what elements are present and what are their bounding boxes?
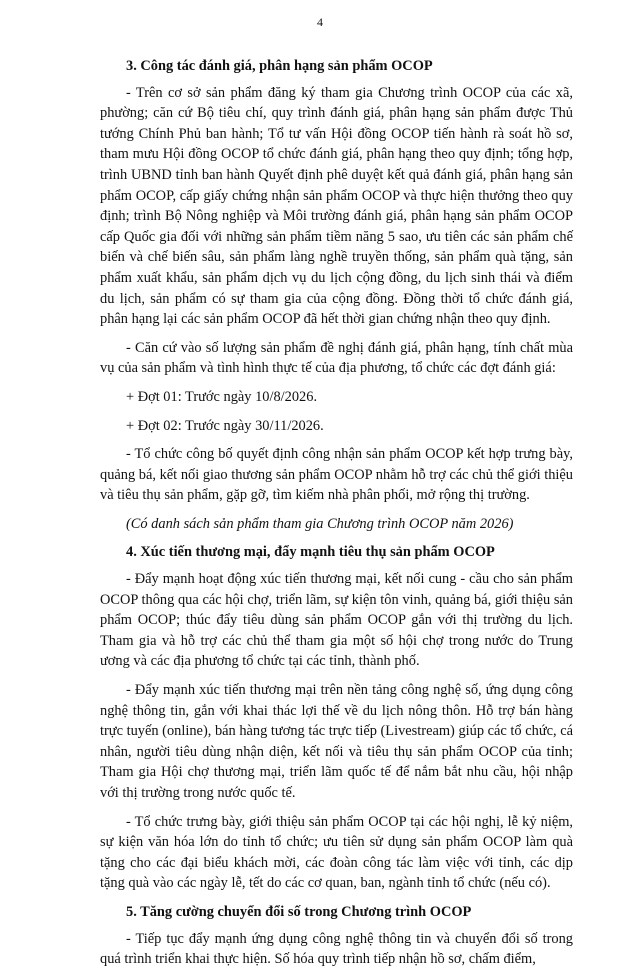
paragraph: - Đẩy mạnh hoạt động xúc tiến thương mại, kết nối cung - cầu cho sản phẩm OCOP thông qua các hội chợ, triển lãm, sự kiện tôn vinh, quảng bá, giới thiệu sản phẩm OCOP; thúc đẩy tiêu dùng sản phẩm OCOP gắn với thị trường du lịch. Tham gia và hỗ trợ các chủ thể tham gia một số hội chợ trong nước do Trung ương và các địa phương tổ chức tại các tỉnh, thành phố. <box>100 571 573 670</box>
italic-note: (Có danh sách sản phẩm tham gia Chương trình OCOP năm 2026) <box>126 515 514 532</box>
paragraph: - Căn cứ vào số lượng sản phẩm đề nghị đánh giá, phân hạng, tính chất mùa vụ của sản phẩm và tình hình thực tế của địa phương, tổ chức các đợt đánh giá: <box>100 339 573 377</box>
schedule-item: + Đợt 02: Trước ngày 30/11/2026. <box>126 417 324 434</box>
section-heading: 4. Xúc tiến thương mại, đẩy mạnh tiêu thụ sản phẩm OCOP <box>126 544 495 561</box>
paragraph: - Tổ chức trưng bày, giới thiệu sản phẩm OCOP tại các hội nghị, lễ kỷ niệm, sự kiện văn hóa lớn do tỉnh tổ chức; ưu tiên sử dụng sản phẩm OCOP làm quà tặng cho các đại biểu khách mời, các đoàn công tác làm việc với tỉnh, các dịp tặng quà vào các ngày lễ, tết do các cơ quan, ban, ngành tỉnh tổ chức (nếu có). <box>100 813 573 892</box>
paragraph: - Đẩy mạnh xúc tiến thương mại trên nền tảng công nghệ số, ứng dụng công nghệ thông tin, gắn với khai thác lợi thế về du lịch nông thôn. Hỗ trợ bán hàng trực tuyến (online), bán hàng tương tác trực tiếp (Livestream) giúp các tổ chức, cá nhân, người tiêu dùng nhận diện, kết nối và tiêu thụ sản phẩm OCOP của tỉnh; Tham gia Hội chợ thương mại, triển lãm quốc tế để nắm bắt nhu cầu, hội nhập với thị trường trong nước quốc tế. <box>100 682 573 801</box>
page-number: 4 <box>317 15 323 29</box>
paragraph: - Trên cơ sở sản phẩm đăng ký tham gia Chương trình OCOP của các xã, phường; căn cứ Bộ tiêu chí, quy trình đánh giá, phân hạng sản phẩm được Thủ tướng Chính Phủ ban hành; Tổ tư vấn Hội đồng OCOP tiến hành rà soát hồ sơ, tham mưu Hội đồng OCOP tổ chức đánh giá, phân hạng theo quy định; tổng hợp, trình UBND tỉnh ban hành Quyết định phê duyệt kết quả đánh giá, phân hạng sản phẩm OCOP, cấp giấy chứng nhận sản phẩm OCOP và thực hiện thưởng theo quy định; trình Bộ Nông nghiệp và Môi trường đánh giá, phân hạng sản phẩm OCOP cấp Quốc gia đối với những sản phẩm tiềm năng 5 sao, ưu tiên các sản phẩm chế biến và chế biến sâu, sản phẩm làng nghề truyền thống, sản phẩm quà tặng, sản phẩm xuất khẩu, sản phẩm dịch vụ du lịch cộng đồng, du lịch sinh thái và điểm du lịch, sản phẩm có sự tham gia của cộng đồng. Đồng thời tổ chức đánh giá, phân hạng lại các sản phẩm OCOP đã hết thời gian chứng nhận theo quy định. <box>100 84 573 328</box>
paragraph: - Tiếp tục đẩy mạnh ứng dụng công nghệ thông tin và chuyển đổi số trong quá trình triển khai thực hiện. Số hóa quy trình tiếp nhận hồ sơ, chấm điểm, <box>100 930 573 968</box>
section-heading: 3. Công tác đánh giá, phân hạng sản phẩm OCOP <box>126 58 433 74</box>
paragraph: - Tổ chức công bố quyết định công nhận sản phẩm OCOP kết hợp trưng bày, quảng bá, kết nối giao thương sản phẩm OCOP nhằm hỗ trợ các chủ thể giới thiệu và tiêu thụ sản phẩm, gặp gỡ, tìm kiếm nhà phân phối, mở rộng thị trường. <box>100 446 573 504</box>
schedule-item: + Đợt 01: Trước ngày 10/8/2026. <box>126 388 318 405</box>
document-body <box>100 56 573 970</box>
section-heading: 5. Tăng cường chuyển đổi số trong Chương trình OCOP <box>126 903 472 920</box>
